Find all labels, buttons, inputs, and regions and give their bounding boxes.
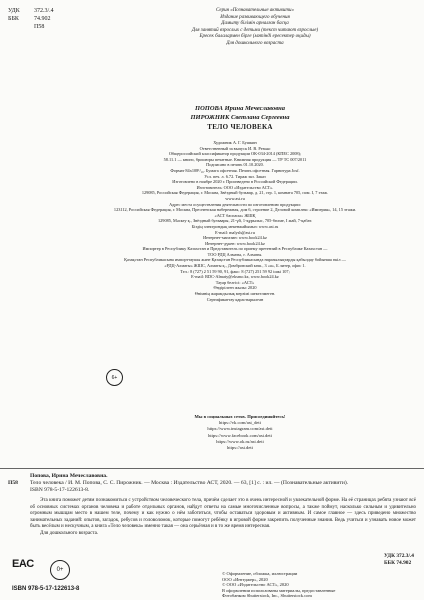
imprint-line: Изготовлено в ноябре 2020 г. Произведено в Российской Федерации. <box>172 179 298 185</box>
imprint-line: Өндірілген жылы: 2020 <box>213 285 257 291</box>
imprint-line: Художник А. Г. Бушкин <box>213 140 257 145</box>
catalog-record <box>8 473 416 537</box>
catalog-main: Тело человека / И. М. Попова, С. С. Пирожник. — Москва : Издательство АСТ, 2020. — 63, [1] с. : ил. — (Познавательные активити). <box>30 480 349 486</box>
imprint-line: 129085, Российская Федерация, г. Москва, Звёздный бульвар, д. 21, стр. 1, комната 705, пом. I, 7 этаж. <box>141 190 329 196</box>
code-value: 74.902 <box>34 16 51 22</box>
copyright-line: Фотобанком Shutterstock, Inc., Shutterstock.com <box>222 593 312 599</box>
age-rating-6-plus: 6+ <box>106 369 123 386</box>
imprint-line: Адрес места осуществления деятельности по изготовлению продукции: <box>169 201 301 207</box>
catalog-author: Попова, Ирина Мечеславовна. <box>30 473 108 479</box>
imprint-line: Импортер в Республику Казахстан и Представитель по приему претензий в Республике Казахстан — <box>142 246 328 252</box>
imprint-line: Біздің электрондық мекенжайымыз: www.ast.ru <box>191 223 279 229</box>
udk-bottom <box>384 553 414 566</box>
imprint-block <box>65 140 405 302</box>
series-line: Серия «Познавательные активити» <box>216 8 294 13</box>
copyright-line: ООО «Интеджер», 2020 <box>222 576 268 582</box>
top-classification-codes <box>8 7 68 31</box>
social-heading: Мы в социальных сетях. Присоединяйтесь! <box>194 414 286 419</box>
authors <box>80 105 400 122</box>
author-name: ПИРОЖНИК Светлана Сергеевна <box>190 113 290 121</box>
social-link[interactable]: https://ast.deti <box>227 445 253 451</box>
code-row <box>8 23 68 31</box>
age-rating-0-plus: 0+ <box>50 560 70 580</box>
series-line: Дамыту білімін арналған басқа <box>221 21 289 27</box>
udk-line: УДК 372.3/.4 <box>383 553 414 559</box>
social-link[interactable]: https://www.facebook.com/ast.deti <box>208 432 272 438</box>
imprint-line: Усл. печ. л. 6.72. Тираж экз. Заказ <box>204 173 266 179</box>
code-row <box>8 15 68 23</box>
imprint-line: «АСТ баспасы» ЖШҚ <box>214 212 256 218</box>
code-value: 372.3/.4 <box>34 8 54 14</box>
catalog-isbn: ISBN 978-5-17-122613-8. <box>30 487 90 493</box>
social-link[interactable]: https://www.instagram.com/ast.deti <box>207 426 273 432</box>
imprint-line: Общероссийский классификатор продукции ОК-034-2014 (КПЕС 2008); <box>168 151 302 157</box>
catalog-age-note: Для дошкольного возраста. <box>40 530 99 536</box>
catalog-code: П58 <box>8 480 18 486</box>
series-line: Для занятий взрослых с детьми (текст читают взрослые) <box>191 27 319 33</box>
imprint-line: www.ast.ru <box>225 195 245 201</box>
series-line: Издание развивающего обучения <box>220 14 290 20</box>
imprint-line: Интернет-магазин: www.book24.kz <box>203 235 267 241</box>
imprint-line: Тел.: 8 (727) 2 51 59 90, 91, факс: 8 (727) 251 59 92 ішкі 107; <box>180 268 290 274</box>
copyright-block <box>222 571 422 599</box>
imprint-line: Формат 84x108¹/₁₆. Бумага офсетная. Печать офсетная. Гарнитура Josf. <box>170 167 300 173</box>
imprint-line: 123112, Российская Федерация, г. Москва, Пресненская набережная, дом 6, строение 2, Деловой комплекс «Империя», 14, 15 этажи. <box>113 207 357 213</box>
code-row <box>8 7 68 15</box>
catalog-main-row <box>8 480 416 487</box>
social-link[interactable]: https://www.ok.ru/ast.deti <box>216 438 264 444</box>
book-title: ТЕЛО ЧЕЛОВЕКА <box>207 123 273 131</box>
divider <box>0 468 424 469</box>
imprint-line: Сертификаттау қарастырылған <box>206 296 264 302</box>
code-value: П58 <box>34 24 45 30</box>
social-links <box>80 414 400 451</box>
code-key: ББК <box>8 16 19 22</box>
imprint-line: Өнімнің жарамдылық мерзімі шектелмеген. <box>194 291 276 297</box>
isbn-bottom: ISBN 978-5-17-122613-8 <box>12 586 80 592</box>
imprint-line: Подписано в печать 01.10.2020. <box>206 162 264 168</box>
imprint-line: Қазақстан Республикасына импорттаушы және Қазақстан Республикасында наразылықтарды қабылдау бойынша өкіл — <box>124 257 346 263</box>
imprint-line: Изготовитель: ООО «Издательство АСТ». <box>196 184 274 190</box>
series-info <box>130 8 380 48</box>
imprint-line: E-mail: RDC-Almaty@eksmo.kz, www.book24.kz <box>191 274 279 280</box>
imprint-line: E-mail: malysh@ast.ru <box>215 229 255 235</box>
imprint-line: Интернет-дүкен: www.book24.kz <box>205 240 265 246</box>
eac-mark-icon: EAC <box>12 558 34 570</box>
copyright-line: © Оформление, обложка, иллюстрации <box>222 571 298 576</box>
copyright-line: В оформлении использованы материалы, предоставленные <box>222 587 336 593</box>
copyright-line: © ООО «Издательство АСТ», 2020 <box>222 582 289 588</box>
code-key: УДК <box>8 8 20 14</box>
social-link[interactable]: https://vk.com/ast_deti <box>219 420 261 426</box>
series-line: Ересек балалармен бірге (мәтінді ересектер оқиды) <box>199 34 311 40</box>
catalog-annotation: Эта книга поможет детям познакомиться с устройством человеческого тела, причём сделает это в очень интересной и увлекательной форме. На её страницах ребята узнают всё об основных системах органов человека и работе отдельных органов, найдут ответы на самые многочисленные вопросы, а также поймут, насколько сильным и удивительно огромным мышцам место в нашем теле, почему и как нужно о нём заботиться, чтобы оставаться здоровым и активным. И самое главное — здесь приведено множество занимательных заданий: опытов, загадок, ребусов и головоломок, которые помогут ребёнку в игровой форме закрепить полученные знания. Ведь учиться и узнавать новое может быть весёлым и нескучным, а книга «Тело человека» именно такая — она серьёзная и в то же время интересная. <box>30 498 416 529</box>
imprint-line: «РДЦ-Алматы» ЖШС, Алматы қ., Домбровский көш., 3 «а», Б литер, офис 1. <box>164 263 306 269</box>
imprint-line: Тауар белгісі: «АСТ» <box>215 279 255 285</box>
author-name: ПОПОВА Ирина Мечеславовна <box>195 105 285 112</box>
imprint-line: ТОО РДЦ Алматы, г. Алматы. <box>207 251 263 257</box>
udk-line: ББК 74.902 <box>383 559 412 566</box>
imprint-line: 129085, Мәскеу қ., Звёздный бульвары, 21-үй, 1-құрылыс, 705-бөлме, I жай, 7-қабат. <box>158 218 312 224</box>
imprint-line: 58.11.1 — книги, брошюры печатные. Книжная продукция — ТР ТС 007/2011 <box>163 156 307 162</box>
series-line: Для дошкольного возраста <box>226 40 284 46</box>
imprint-line: Ответственный за выпуск И. В. Резько <box>199 145 271 151</box>
